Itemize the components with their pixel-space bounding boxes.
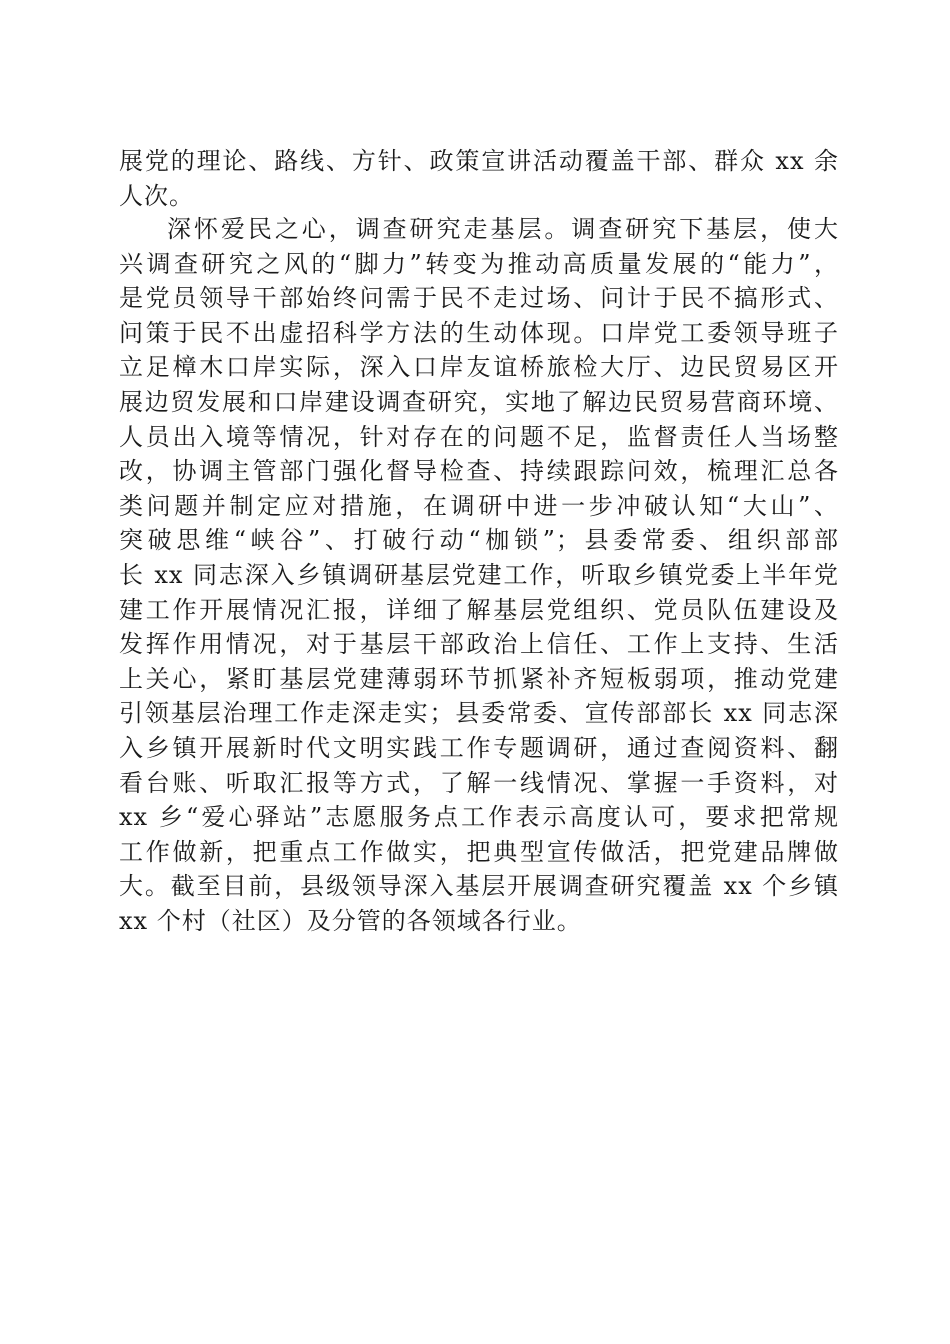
text-line: 大。截至目前，县级领导深入基层开展调查研究覆盖 xx 个乡镇 xyxy=(119,872,839,901)
paragraph-2 xyxy=(119,212,839,938)
text-line: 展边贸发展和口岸建设调查研究，实地了解边民贸易营商环境、 xyxy=(119,387,839,416)
text-line: 深怀爱民之心，调查研究走基层。调查研究下基层，使大 xyxy=(167,215,839,243)
text-line: 人次。 xyxy=(119,181,194,210)
text-line: 是党员领导干部始终问需于民不走过场、问计于民不搞形式、 xyxy=(119,284,839,313)
text-line: 建工作开展情况汇报，详细了解基层党组织、党员队伍建设及 xyxy=(119,595,839,624)
text-line: 人员出入境等情况，针对存在的问题不足，监督责任人当场整 xyxy=(119,422,839,451)
paragraph-1 xyxy=(119,144,839,213)
text-line: 长 xx 同志深入乡镇调研基层党建工作，听取乡镇党委上半年党 xyxy=(119,560,839,589)
text-line: 上关心，紧盯基层党建薄弱环节抓紧补齐短板弱项，推动党建 xyxy=(119,664,839,693)
text-line: xx 乡“爱心驿站”志愿服务点工作表示高度认可，要求把常规 xyxy=(119,803,839,832)
text-line: 立足樟木口岸实际，深入口岸友谊桥旅检大厅、边民贸易区开 xyxy=(119,353,839,382)
text-line: 展党的理论、路线、方针、政策宣讲活动覆盖干部、群众 xx 余 xyxy=(119,147,839,175)
text-line: 引领基层治理工作走深走实；县委常委、宣传部部长 xx 同志深 xyxy=(119,699,839,728)
text-line: 发挥作用情况，对于基层干部政治上信任、工作上支持、生活 xyxy=(119,630,839,659)
text-line: 类问题并制定应对措施，在调研中进一步冲破认知“大山”、 xyxy=(119,491,839,520)
text-line: 看台账、听取汇报等方式，了解一线情况、掌握一手资料，对 xyxy=(119,768,839,797)
text-line: 兴调查研究之风的“脚力”转变为推动高质量发展的“能力”， xyxy=(119,249,839,278)
text-line: 问策于民不出虚招科学方法的生动体现。口岸党工委领导班子 xyxy=(119,318,839,347)
text-line: 入乡镇开展新时代文明实践工作专题调研，通过查阅资料、翻 xyxy=(119,733,839,762)
text-line: xx 个村（社区）及分管的各领域各行业。 xyxy=(119,906,582,935)
text-line: 突破思维“峡谷”、打破行动“枷锁”；县委常委、组织部部 xyxy=(119,526,839,555)
text-line: 改，协调主管部门强化督导检查、持续跟踪问效，梳理汇总各 xyxy=(119,457,839,486)
text-line: 工作做新，把重点工作做实，把典型宣传做活，把党建品牌做 xyxy=(119,837,839,866)
